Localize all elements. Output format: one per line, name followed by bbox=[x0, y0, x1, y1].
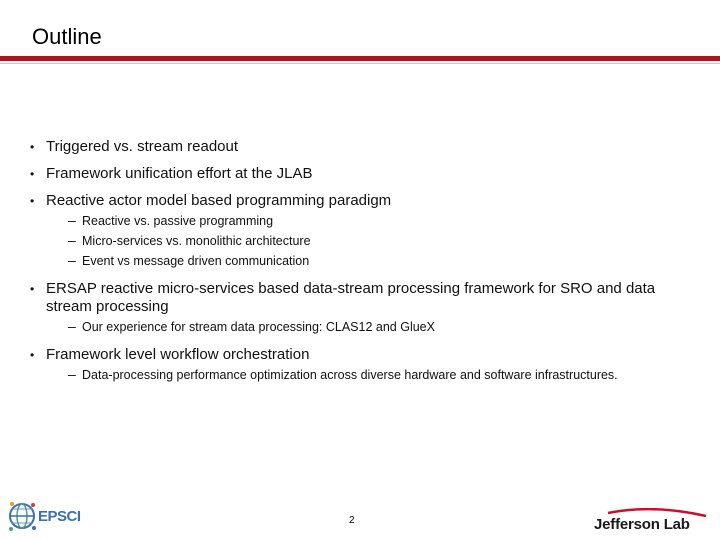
jefferson-lab-logo-text: Jefferson Lab bbox=[594, 516, 690, 533]
bullet-item bbox=[30, 165, 690, 183]
epsci-logo-text: EPSCI bbox=[38, 508, 81, 525]
bullet-text: Framework level workflow orchestration bbox=[46, 346, 310, 363]
jefferson-lab-logo bbox=[594, 508, 718, 536]
sub-bullet-text: Data-processing performance optimization across diverse hardware and software infrastructures. bbox=[82, 368, 618, 382]
sub-bullet-list bbox=[30, 317, 690, 337]
title-underline-gray bbox=[0, 63, 720, 64]
sub-bullet-dash: – bbox=[68, 212, 76, 228]
bullet-item bbox=[30, 280, 690, 316]
sub-bullet-item bbox=[30, 365, 690, 385]
epsci-logo bbox=[6, 496, 86, 536]
sub-bullet-text: Reactive vs. passive programming bbox=[82, 214, 274, 228]
sub-bullet-dash: – bbox=[68, 252, 76, 268]
slide-title: Outline bbox=[32, 24, 102, 49]
sub-bullet-dash: – bbox=[68, 318, 76, 334]
bullet-item bbox=[30, 346, 690, 364]
page-number: 2 bbox=[349, 515, 355, 526]
sub-bullet-text: Our experience for stream data processing: CLAS12 and GlueX bbox=[82, 320, 435, 334]
bullet-item bbox=[30, 138, 690, 156]
sub-bullet-text: Event vs message driven communication bbox=[82, 254, 310, 268]
bullet-list bbox=[30, 138, 690, 391]
sub-bullet-item bbox=[30, 251, 690, 271]
sub-bullet-item bbox=[30, 231, 690, 251]
bullet-text: ERSAP reactive micro-services based data-stream processing framework for SRO and data stream processing bbox=[46, 280, 656, 315]
bullet-marker: • bbox=[30, 140, 35, 154]
sub-bullet-dash: – bbox=[68, 366, 76, 382]
bullet-text: Reactive actor model based programming paradigm bbox=[46, 192, 392, 209]
sub-bullet-item bbox=[30, 317, 690, 337]
bullet-marker: • bbox=[30, 194, 35, 208]
title-underline-red bbox=[0, 56, 720, 61]
globe-network-icon bbox=[6, 496, 42, 536]
sub-bullet-list bbox=[30, 365, 690, 385]
sub-bullet-text: Micro-services vs. monolithic architecture bbox=[82, 234, 311, 248]
bullet-item bbox=[30, 192, 690, 210]
bullet-marker: • bbox=[30, 282, 35, 296]
bullet-text: Framework unification effort at the JLAB bbox=[46, 165, 313, 182]
bullet-marker: • bbox=[30, 167, 35, 181]
bullet-text: Triggered vs. stream readout bbox=[46, 138, 239, 155]
bullet-marker: • bbox=[30, 348, 35, 362]
sub-bullet-list bbox=[30, 211, 690, 271]
sub-bullet-item bbox=[30, 211, 690, 231]
sub-bullet-dash: – bbox=[68, 232, 76, 248]
